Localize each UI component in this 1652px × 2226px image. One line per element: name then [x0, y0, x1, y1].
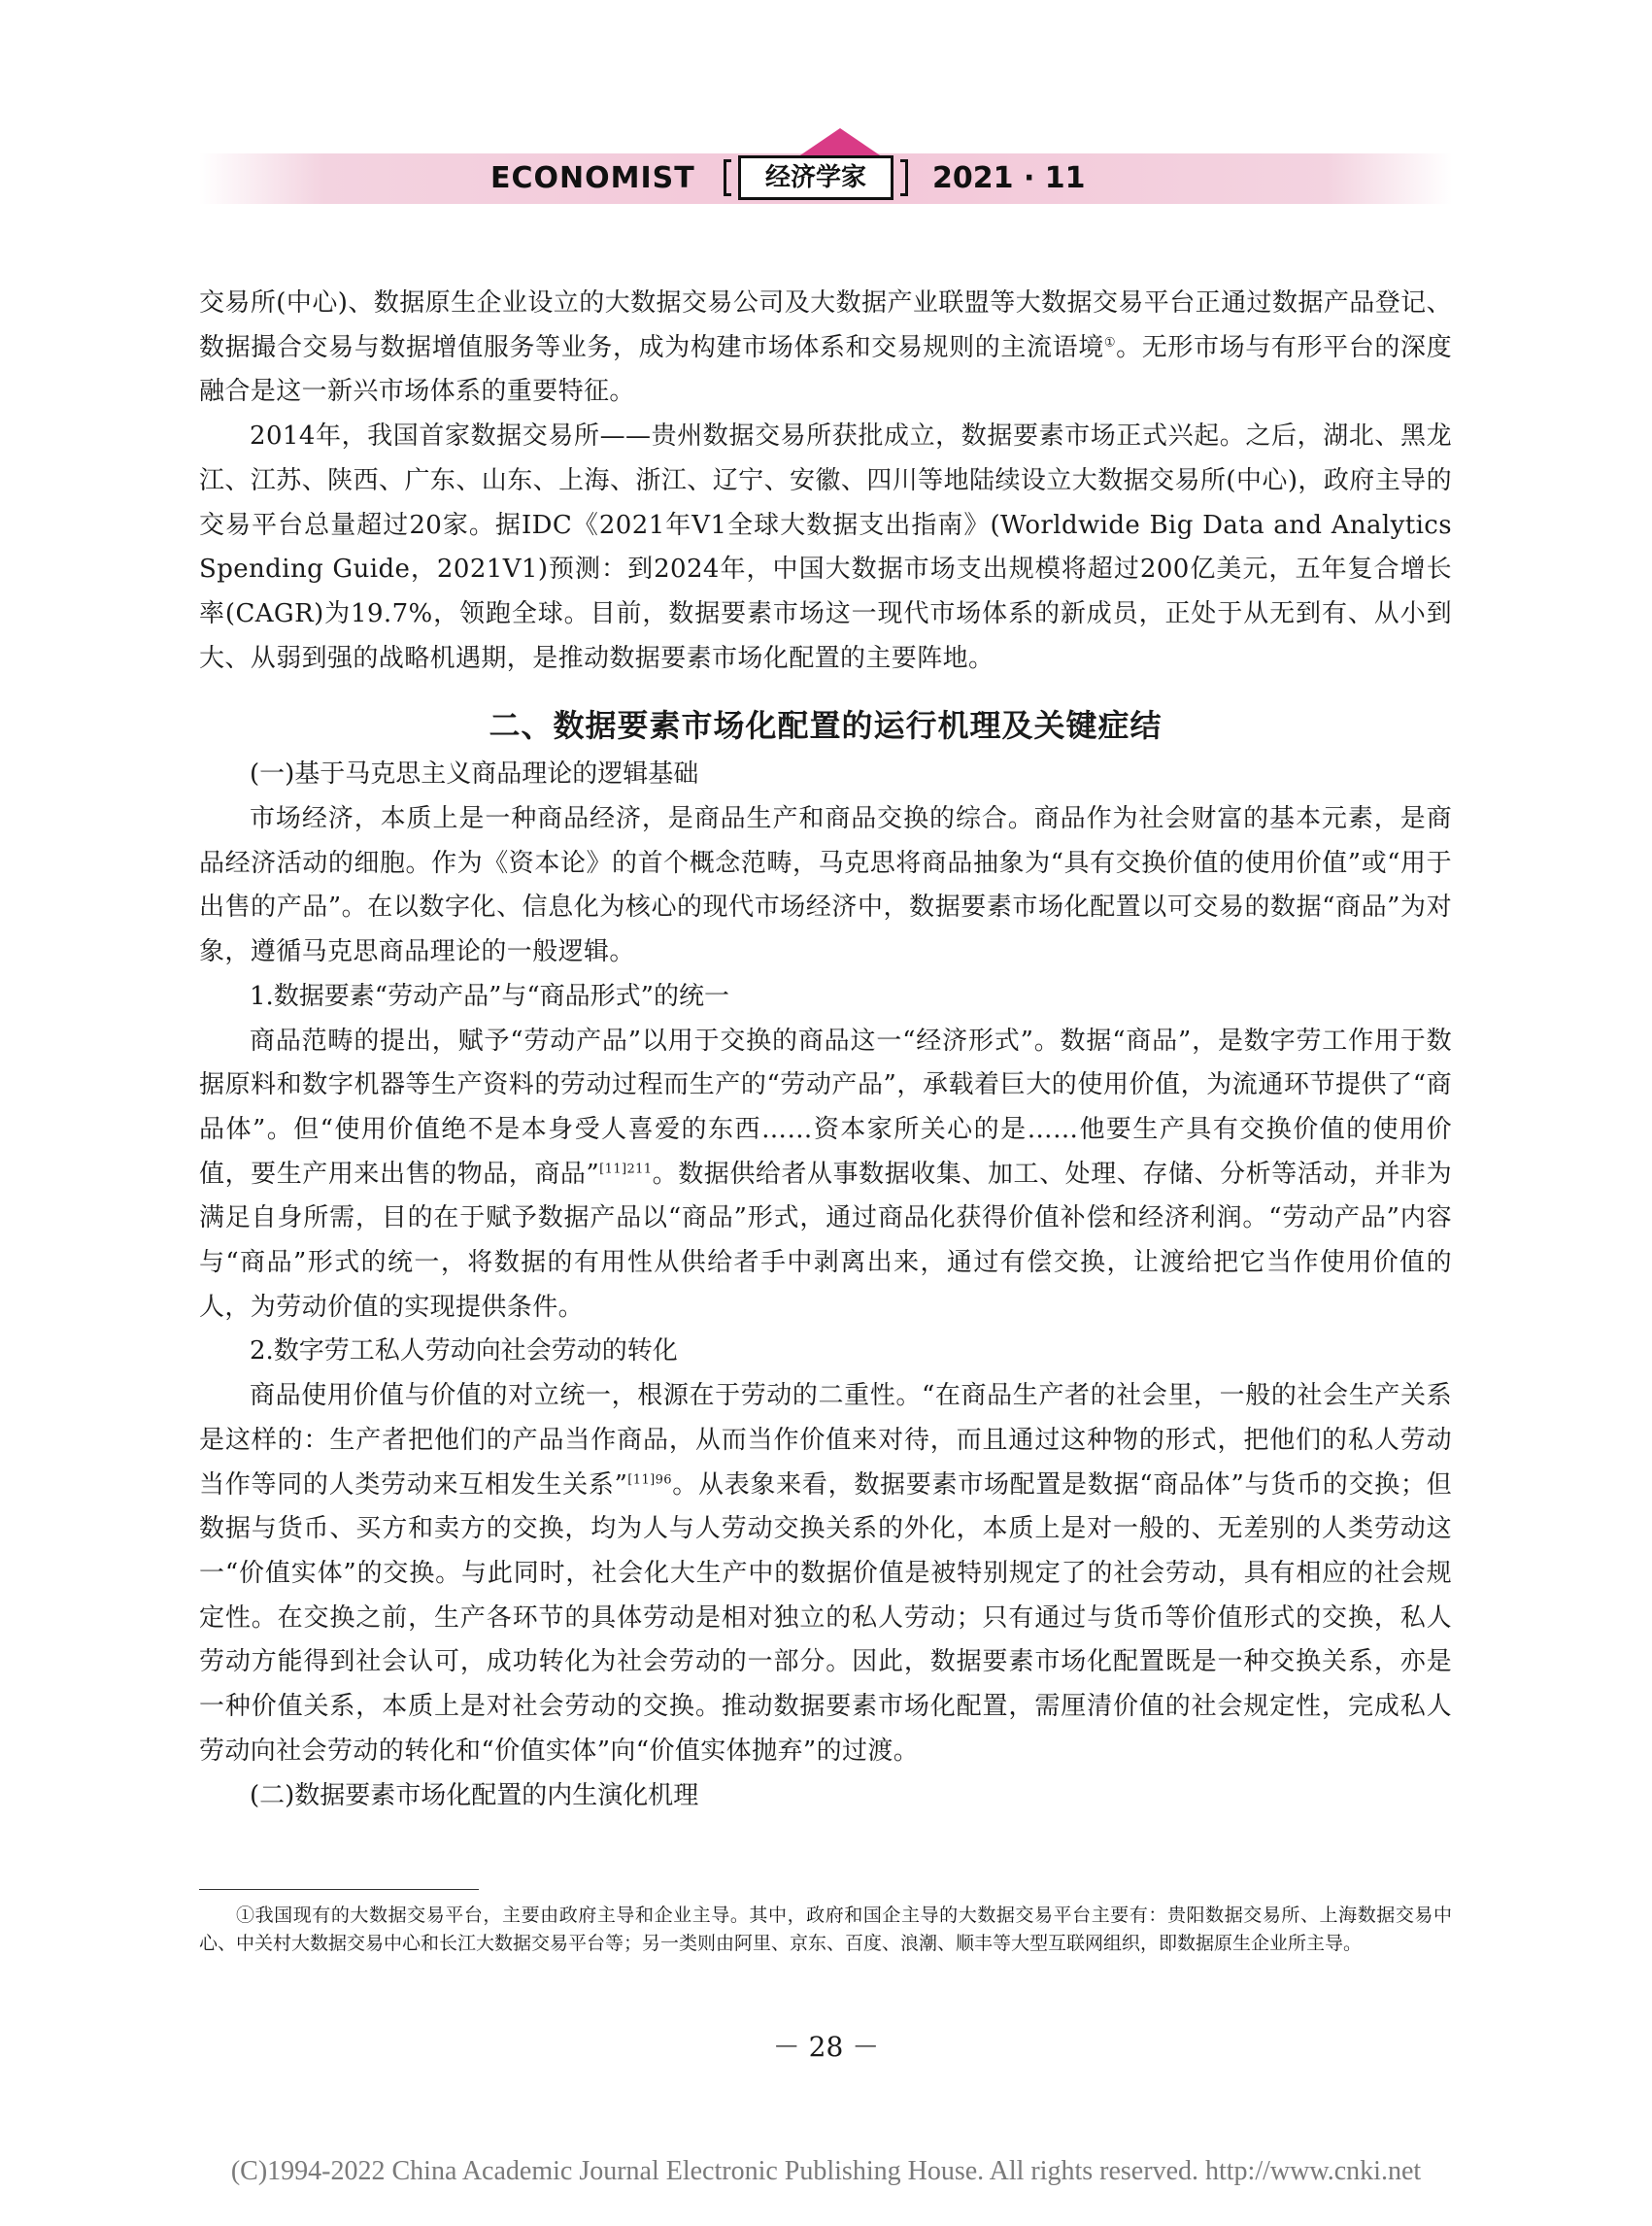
paragraph-4-text: 商品范畴的提出，赋予“劳动产品”以用于交换的商品这一“经济形式”。数据“商品”，是数字劳工作用于数据原料和数字机器等生产资料的劳动过程而生产的“劳动产品”，承载着巨大的使用价值，为流通环节提供了“商品体”。但“使用价值绝不是本身受人喜爱的东西……资本家所关心的是……他要生产具有交换价值的使用价值，要生产用来出售的物品，商品” [199, 1026, 1452, 1189]
paragraph-2: 2014年，我国首家数据交易所——贵州数据交易所获批成立，数据要素市场正式兴起。之后，湖北、黑龙江、江苏、陕西、广东、山东、上海、浙江、辽宁、安徽、四川等地陆续设立大数据交易所(中心)，政府主导的交易平台总量超过20家。据IDC《2021年V1全球大数据支出指南》(Worldwide Big Data and Analytics Spending Guide，2021V1)预测：到2024年，中国大数据市场支出规模将超过200亿美元，五年复合增长率(CAGR)为19.7%，领跑全球。目前，数据要素市场这一现代市场体系的新成员，正处于从无到有、从小到大、从弱到强的战略机遇期，是推动数据要素市场化配置的主要阵地。 [199, 422, 1452, 673]
paragraph-1 [199, 282, 1452, 415]
issue-number: 2021 · 11 [932, 161, 1086, 195]
copyright-line: (C)1994-2022 China Academic Journal Electronic Publishing House. All rights reserved. http://www.cnki.net [230, 2156, 1422, 2186]
footnote-divider [199, 1889, 479, 1890]
journal-logo: 经济学家 [738, 155, 893, 200]
subheading-1: (一)基于马克思主义商品理论的逻辑基础 [250, 759, 699, 790]
subheading-2: (二)数据要素市场化配置的内生演化机理 [250, 1780, 699, 1810]
paragraph-5-text: 商品使用价值与价值的对立统一，根源在于劳动的二重性。“在商品生产者的社会里，一般的社会生产关系是这样的：生产者把他们的产品当作商品，从而当作价值来对待，而且通过这种物的形式，把他们的私人劳动当作等同的人类劳动来互相发生关系” [199, 1381, 1452, 1500]
logo-bracket-right-icon [900, 159, 908, 196]
journal-header [199, 146, 1452, 210]
citation-ref[interactable]: [11]211 [599, 1162, 653, 1176]
paragraph-1-text: 交易所(中心)、数据原生企业设立的大数据交易公司及大数据产业联盟等大数据交易平台正通过数据产品登记、数据撮合交易与数据增值服务等业务，成为构建市场体系和交易规则的主流语境 [199, 288, 1452, 362]
section-heading: 二、数据要素市场化配置的运行机理及关键症结 [489, 707, 1163, 745]
paragraph-1-tail: 。无形市场与有形平台的深度融合是这一新兴市场体系的重要特征。 [199, 332, 1452, 407]
subheading-1-2: 2.数字劳工私人劳动向社会劳动的转化 [250, 1336, 678, 1366]
paragraph-5-tail: 。从表象来看，数据要素市场配置是数据“商品体”与货币的交换；但数据与货币、买方和卖方的交换，均为人与人劳动交换关系的外化，本质上是对一般的、无差别的人类劳动这一“价值实体”的交换。与此同时，社会化大生产中的数据价值是被特别规定了的社会劳动，具有相应的社会规定性。在交换之前，生产各环节的具体劳动是相对独立的私人劳动；只有通过与货币等价值形式的交换，私人劳动方能得到社会认可，成功转化为社会劳动的一部分。因此，数据要素市场化配置既是一种交换关系，亦是一种价值关系，本质上是对社会劳动的交换。推动数据要素市场化配置，需厘清价值的社会规定性，完成私人劳动向社会劳动的转化和“价值实体”向“价值实体抛弃”的过渡。 [199, 1469, 1452, 1766]
citation-ref[interactable]: [11]96 [627, 1471, 672, 1487]
subheading-1-1: 1.数据要素“劳动产品”与“商品形式”的统一 [250, 981, 729, 1011]
logo-bracket-left-icon [724, 159, 731, 196]
journal-name-english: ECONOMIST [490, 161, 695, 195]
paragraph-4 [199, 1020, 1452, 1331]
paragraph-3: 市场经济，本质上是一种商品经济，是商品生产和商品交换的综合。商品作为社会财富的基本元素，是商品经济活动的细胞。作为《资本论》的首个概念范畴，马克思将商品抽象为“具有交换价值的使用价值”或“用于出售的产品”。在以数字化、信息化为核心的现代市场经济中，数据要素市场化配置以可交易的数据“商品”为对象，遵循马克思商品理论的一般逻辑。 [199, 804, 1452, 967]
footnote-ref[interactable]: ① [1103, 335, 1117, 351]
paragraph-4-tail: 。数据供给者从事数据收集、加工、处理、存储、分析等活动，并非为满足自身所需，目的在于赋予数据产品以“商品”形式，通过商品化获得价值补偿和经济利润。“劳动产品”内容与“商品”形式的统一，将数据的有用性从供给者手中剥离出来，通过有偿交换，让渡给把它当作使用价值的人，为劳动价值的实现提供条件。 [199, 1159, 1452, 1322]
footnote: ①我国现有的大数据交易平台，主要由政府主导和企业主导。其中，政府和国企主导的大数据交易平台主要有：贵阳数据交易所、上海数据交易中心、中关村大数据交易中心和长江大数据交易平台等；另一类则由阿里、京东、百度、浪潮、顺丰等大型互联网组织，即数据原生企业所主导。 [199, 1905, 1452, 1954]
paragraph-5 [199, 1374, 1452, 1773]
page-number: － 28 － [772, 2031, 880, 2063]
article-body [199, 282, 1452, 1818]
